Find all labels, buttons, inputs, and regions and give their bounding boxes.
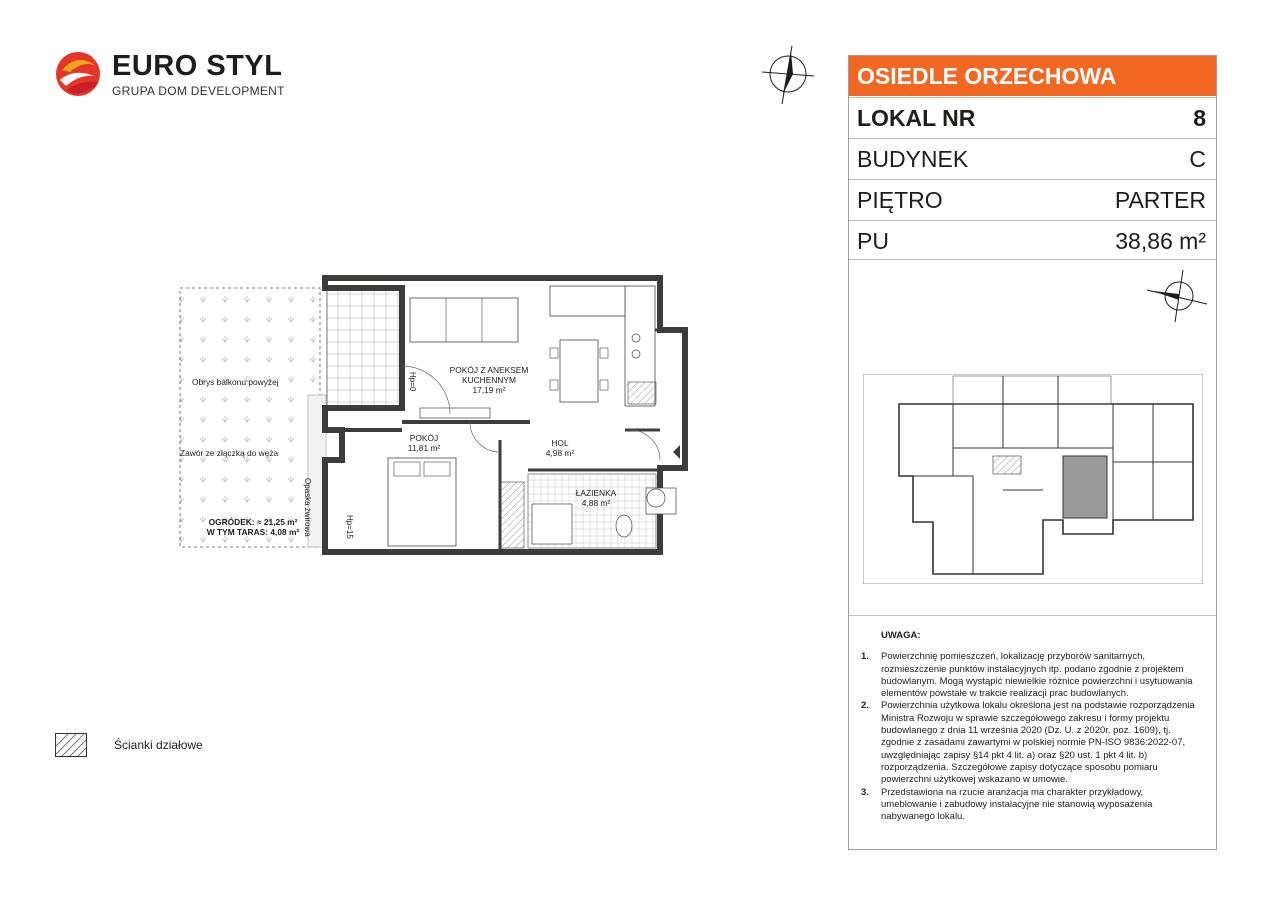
brand-logo [54,50,294,100]
room-hall-name: HOL [551,438,569,448]
note-item: 3. Przedstawiona na rzucie aranżacja ma charakter przykładowy, umeblowanie i zabudowy instalacyjne nie stanowią wyposażenia nabywanego lokalu. [861,786,1153,823]
row-unit-number [849,97,1216,138]
brand-subtitle: GRUPA DOM DEVELOPMENT [112,84,285,98]
gravel-edge-label: Opaska żwirowa [303,478,312,537]
estate-title: OSIEDLE ORZECHOWA [849,56,1216,96]
height-mark-2: Hp=15 [345,515,354,539]
north-arrow-icon [758,44,818,106]
garden-area-label: OGRÓDEK: ≈ 21,25 m² [208,517,298,527]
legend-hatch-swatch [55,733,87,757]
brand-name: EURO STYL [112,50,283,82]
area-label: PU [857,228,889,254]
legend-label: Ścianki działowe [114,738,203,752]
info-panel [848,55,1217,850]
note-item: 1. Powierzchnię pomieszczeń, lokalizację przyborów sanitarnych, rozmieszczenie punktów instalacyjnych itp. podano zgodnie z projektem budowlanym. Mogą wystąpić niewielkie różnice powierzchni i usytuowania elementów powstałe w trakcie realizacji prac budowlanych. [861,651,1193,700]
building-key-plan [863,374,1203,584]
building-label: BUDYNEK [857,146,969,172]
balcony-outline-label: Obrys balkonu powyżej [192,377,279,387]
euro-styl-logo-icon [54,50,102,98]
room-living-area: 17,19 m² [472,385,506,395]
unit-number-label: LOKAL NR [857,105,976,131]
room-bedroom-name: POKÓJ [409,433,439,443]
notes-heading: UWAGA: [881,630,921,641]
room-hall-area: 4,98 m² [545,448,575,458]
row-floor [849,179,1216,220]
area-value: 38,86 m² [1115,228,1206,254]
terrace-area-label: W TYM TARAS: 4,08 m² [206,527,300,537]
floor-value: PARTER [1114,187,1206,213]
room-bedroom-area: 11,81 m² [407,443,441,453]
note-item: 2. Powierzchnia użytkowa lokalu określona jest na podstawie rozporządzenia Ministra Rozwoju w sprawie szczegółowego zakresu i formy projektu budowlanego z dnia 11 września 2020 (Dz. U. z 2020r. poz. 1609), tj. zgodnie z zasadami zawartymi w polskiej normie PN-ISO 9836:2022-07, uwzględniając zapisy §14 pkt 4 lit. a) oraz §20 ust. 1 pkt 4 lit. b) rozporządzenia. Szczegółowe zapisy dotyczące sposobu pomiaru powierzchni użytkowej wskazano w umowie. [861,700,1195,786]
building-value: C [1189,146,1206,172]
room-living-name2: KUCHENNYM [462,375,516,385]
valve-label: Zawór ze złączką do węża [180,448,279,458]
room-bathroom-area: 4,88 m² [581,498,611,508]
height-mark-1: Hp=0 [408,372,417,392]
row-area [849,220,1216,261]
unit-number-value: 8 [1193,105,1206,131]
compass-icon [1145,268,1209,324]
room-bathroom-name: ŁAZIENKA [575,488,617,498]
row-building [849,138,1216,179]
notes-section [861,630,1201,823]
floor-label: PIĘTRO [857,187,943,213]
room-living-name: POKÓJ Z ANEKSEM [449,365,529,375]
